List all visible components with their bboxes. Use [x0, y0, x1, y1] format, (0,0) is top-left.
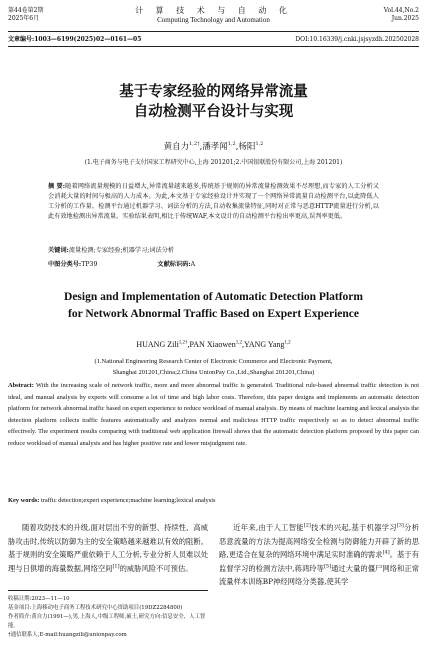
- body-left-text: 随着攻防技术的升级,面对层出不穷的新型、持续性、高威胁攻击时,传统以防御为主的安全策略越来越难以有效的阻断。基于规则的安全策略严重依赖于人工分析,专业分析人员难以处理与日俱增的海量数据,网络空间: [8, 523, 208, 573]
- citation-5: [5]: [323, 563, 332, 570]
- running-header: [8, 6, 419, 30]
- affiliation-zh: (1.电子商务与电子支付国家工程研究中心,上海 201201;2.中国银联股份有限公司,上海 201201): [84, 159, 343, 166]
- abstract-zh: [48, 182, 379, 222]
- body-right-text-4: 。基于有监督学习的检测方法中,蒋鸿玲等: [219, 550, 420, 573]
- volume-en: Vol.44,No.2: [383, 7, 419, 14]
- author-2-en: ,PAN Xiaowen: [187, 340, 236, 349]
- affiliation-en-line-1: (1.National Engineering Research Center of Electronic Commerce and Electronic Payment,: [94, 358, 333, 365]
- body-left-tail: 的威胁风险不可预估。: [119, 563, 193, 573]
- title-zh: [0, 82, 427, 122]
- title-en: [0, 289, 427, 323]
- abstract-en-label: Abstract:: [8, 382, 34, 389]
- id-rule: [8, 46, 419, 47]
- citation-4: [4]: [382, 549, 390, 556]
- citation-1: [1]: [112, 563, 120, 570]
- footnote-rule: [8, 590, 208, 591]
- author-1-sup: 1,2†: [189, 141, 200, 148]
- title-zh-line-2: 自动检测平台设计与实现: [133, 104, 294, 120]
- author-2-sup: 1,2: [227, 141, 236, 148]
- author-1-en: HUANG Zili: [136, 340, 179, 349]
- authors-en: [0, 340, 427, 349]
- doi: DOI:10.16339/j.cnki.jsjsyzdh.202502028: [295, 36, 419, 43]
- header-right: [384, 7, 419, 23]
- body-right-text-1: 近年来,由于人工智能: [233, 523, 304, 532]
- body-column-left: [8, 521, 208, 575]
- abstract-en: [8, 380, 419, 449]
- title-en-line-1: Design and Implementation of Automatic Detection Platform: [64, 291, 363, 303]
- author-2-zh: ,潘孝闻: [199, 142, 228, 152]
- header-center: [8, 6, 419, 25]
- keywords-zh: [48, 245, 379, 254]
- author-2-en-sup: 1,2: [235, 340, 242, 346]
- header-rule: [8, 31, 419, 32]
- author-3-zh: ,杨阳: [235, 142, 256, 152]
- keywords-zh-text: 流量检测;专家经验;机器学习;词法分析: [68, 247, 175, 254]
- keywords-en-text: traffic detection;expert experience;machine learning;lexical analysis: [41, 497, 216, 504]
- doc-code-label: 文献标识码:: [157, 261, 191, 268]
- abstract-en-text: With the increasing scale of network traffic, more and more abnormal traffic is generated. Traditional rule-based abnormal traffic detection is not ideal, and manual analysis by experts will consume a lot of time and high labor costs. Therefore, this paper designs and implements an automatic detection platform for network abnormal traffic based on expert experience to reduce workload of manual analysis. By means of machine learning and lexical analysis the detection platform collects traffic features automatically and analyzes normal and malicious HTTP traffic respectively so as to detect abnormal traffic effectively. The experiment results comparing with traditional web application firewall shows that the automatic detection platform proposed by this paper can reduce workload of manual analysis and has higher positive rate and lower misjudgment rate.: [8, 382, 420, 447]
- doc-code-value: A: [190, 261, 196, 268]
- author-3-en: ,YANG Yang: [241, 340, 285, 349]
- abstract-zh-text: 随着网络流量规模的日益增大,异常流量越来越多,传统基于规则的异常流量检测效果不尽理想,而专家的人工分析又会消耗大量的时间与极高的人力成本。为此,本文基于专家经验设计并实现了一个网络异常流量自动检测平台,以此降低人工分析的工作量。检测平台通过机器学习、词法分析的方法,自动收集流量特征,同时对正常与恶意HTTP流量进行分析,以此有效地检测出异常流量。实验结果表明,相比于传统WAF,本文设计的自动检测平台检出率更高,误判率更低。: [48, 183, 379, 220]
- citation-2: [2]: [303, 522, 311, 529]
- affiliation-en: [0, 356, 427, 378]
- footnote: [8, 595, 208, 640]
- date-en: Jun.2025: [391, 15, 419, 22]
- body-right-text-5: 通过大量的僵尸网络和正常流量样本训练BP神经网络分类器,使其学: [219, 563, 419, 586]
- date-zh: 2025年6月: [8, 15, 40, 22]
- journal-name-zh: 计 算 技 术 与 自 动 化: [135, 6, 292, 15]
- volume-zh: 第44卷第2期: [8, 7, 44, 14]
- body-right-text-2: 技术的兴起,基于机器学习: [310, 523, 397, 532]
- keywords-zh-label: 关键词:: [48, 247, 69, 254]
- clc-value: TP39: [81, 261, 98, 268]
- author-bio: 作者简介:黄自力(1991—),男,上海人,中级工程师,硕士,研究方向:信息安全、人工智能。: [8, 614, 206, 629]
- affiliation-en-line-2: Shanghai 201201,China;2.China UnionPay Co.,Ltd.,Shanghai 201201,China): [112, 369, 315, 376]
- corresponding-author: †通信联系人,E-mail:huangzili@unionpay.com: [8, 632, 127, 638]
- received-date: 收稿日期:2023—11—10: [8, 596, 70, 602]
- author-1-zh: 黄自力: [163, 142, 190, 152]
- keywords-en: [8, 497, 419, 504]
- keywords-en-label: Key words:: [8, 497, 40, 504]
- authors-zh: [0, 140, 427, 152]
- author-3-en-sup: 1,2: [284, 340, 291, 346]
- citation-3: [3]: [396, 522, 404, 529]
- clc-label: 中图分类号:: [48, 261, 82, 268]
- abstract-zh-label: 摘 要:: [48, 183, 66, 190]
- author-1-en-sup: 1,2†: [178, 340, 188, 346]
- title-en-line-2: for Network Abnormal Traffic Based on Expert Experience: [68, 308, 359, 320]
- journal-name-en: Computing Technology and Automation: [157, 16, 270, 24]
- fund-project: 基金项目:上海移动电子商务工程技术研究中心资助项目(19DZ2284800): [8, 605, 183, 611]
- title-zh-line-1: 基于专家经验的网络异常流量: [119, 84, 308, 100]
- body-column-right: [219, 521, 419, 589]
- article-number: 文章编号:1003—6199(2025)02—0161—05: [8, 36, 142, 43]
- author-3-sup: 1,2: [255, 141, 264, 148]
- body-right-text-3: 分析恶意流量的方法为提高网络安全检测与防御能力开辟了新的思路,更适合在复杂的网络环境中满足实时准确的需求: [219, 523, 419, 559]
- classification: [48, 259, 379, 268]
